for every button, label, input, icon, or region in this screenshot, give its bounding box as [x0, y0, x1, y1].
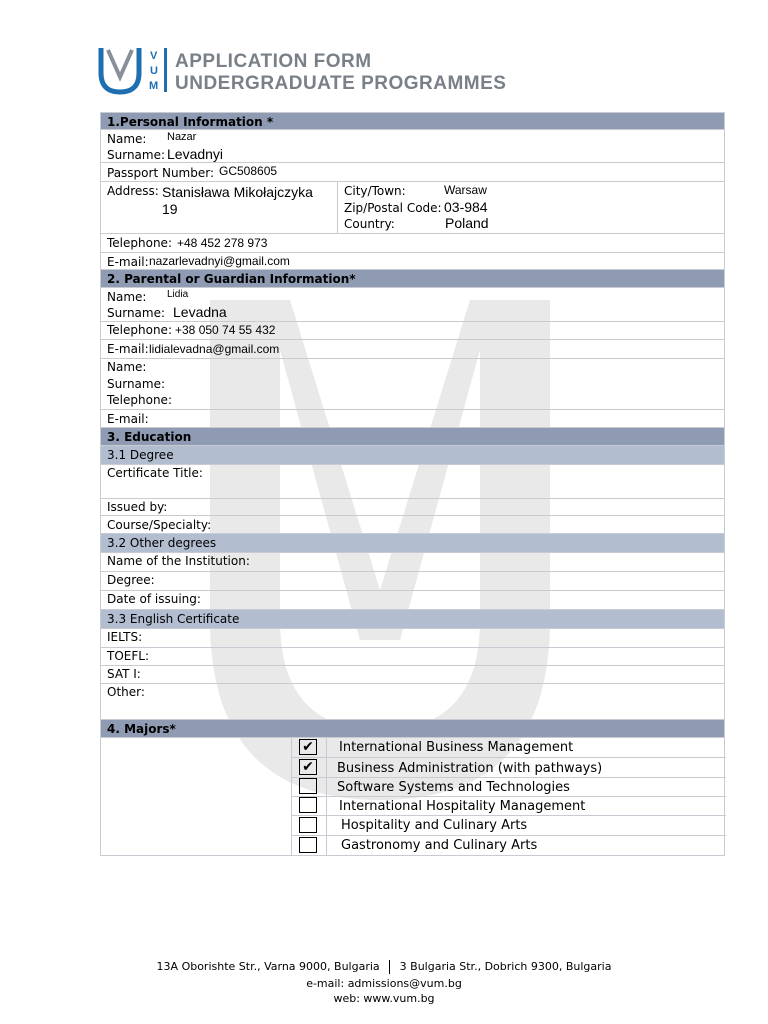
address-value-line2[interactable]: 19	[162, 201, 178, 217]
surname-value[interactable]: Levadnyi	[167, 146, 224, 162]
major-label-ba: Business Administration (with pathways)	[337, 761, 603, 776]
passport-row	[100, 163, 725, 182]
major-checkbox-gca[interactable]	[299, 837, 317, 853]
parent2-name-label: Name:	[107, 360, 147, 374]
form-title: APPLICATION FORM	[175, 51, 372, 72]
course-row	[100, 516, 725, 534]
section-parent-header: 2. Parental or Guardian Information*	[100, 270, 725, 288]
parent2-email-label: E-mail:	[107, 412, 149, 426]
major-checkbox-hca[interactable]	[299, 817, 317, 833]
major-checkbox-sst[interactable]	[299, 778, 317, 794]
form-subtitle: UNDERGRADUATE PROGRAMMES	[175, 73, 507, 94]
majors-line-1	[291, 757, 726, 758]
footer-divider	[389, 960, 390, 974]
parent-email-label: E-mail:	[107, 342, 149, 356]
name-label: Name:	[107, 132, 147, 146]
major-label-hca: Hospitality and Culinary Arts	[341, 818, 528, 833]
degree-subheader: 3.1 Degree	[100, 446, 725, 465]
footer-email: e-mail: admissions@vum.bg	[306, 977, 462, 990]
parent2-email-row	[100, 410, 725, 428]
parent2-block	[100, 359, 725, 410]
date-label: Date of issuing:	[107, 592, 201, 606]
major-label-ihm: International Hospitality Management	[339, 799, 586, 814]
footer-address-dobrich: 3 Bulgaria Str., Dobrich 9300, Bulgaria	[399, 960, 612, 973]
certificate-label: Certificate Title:	[107, 466, 203, 480]
major-label-sst: Software Systems and Technologies	[337, 780, 570, 795]
issued-row	[100, 499, 725, 516]
section-majors-header: 4. Majors*	[100, 720, 725, 738]
email-row	[100, 253, 725, 270]
majors-line-5	[291, 835, 726, 836]
other-degrees-subheader: 3.2 Other degrees	[100, 534, 725, 553]
telephone-label: Telephone:	[107, 236, 172, 250]
email-label: E-mail:	[107, 255, 149, 269]
telephone-value[interactable]: +48 452 278 973	[177, 236, 268, 250]
parent2-surname-label: Surname:	[107, 377, 166, 391]
passport-label: Passport Number:	[107, 166, 215, 180]
city-label: City/Town:	[344, 184, 406, 198]
issued-label: Issued by:	[107, 500, 168, 514]
parent-email-row	[100, 340, 725, 359]
parent-name-value[interactable]: Lidia	[167, 289, 189, 300]
institution-row	[100, 553, 725, 572]
other-cert-row	[100, 684, 725, 720]
majors-line-4	[291, 815, 726, 816]
svg-text:U: U	[150, 65, 158, 77]
degree-label: Degree:	[107, 573, 155, 587]
other-cert-label: Other:	[107, 685, 145, 699]
svg-text:M: M	[149, 80, 159, 92]
footer-address-varna: 13A Oborishte Str., Varna 9000, Bulgaria	[156, 960, 380, 973]
degree-row	[100, 572, 725, 591]
country-label: Country:	[344, 217, 395, 231]
parent-surname-value[interactable]: Levadna	[173, 304, 227, 320]
major-label-ibm: International Business Management	[339, 740, 574, 755]
address-row	[100, 182, 725, 234]
parent-surname-label: Surname:	[107, 306, 166, 320]
institution-label: Name of the Institution:	[107, 554, 250, 568]
name-surname-row	[100, 130, 725, 163]
surname-label: Surname:	[107, 148, 166, 162]
address-value-line1[interactable]: Stanisława Mikołajczyka	[162, 184, 313, 200]
course-label: Course/Specialty:	[107, 518, 212, 532]
city-value[interactable]: Warsaw	[444, 183, 487, 197]
ielts-label: IELTS:	[107, 630, 143, 644]
sat-row	[100, 666, 725, 684]
footer-web: web: www.vum.bg	[333, 992, 435, 1005]
parent-telephone-row	[100, 322, 725, 340]
major-checkbox-ibm[interactable]: ✔	[299, 739, 317, 755]
section-personal-header: 1.Personal Information *	[100, 112, 725, 130]
svg-text:V: V	[150, 50, 158, 62]
major-checkbox-ba[interactable]: ✔	[299, 759, 317, 775]
majors-line-2	[291, 777, 726, 778]
parent2-telephone-label: Telephone:	[107, 393, 172, 407]
toefl-label: TOEFL:	[107, 649, 149, 663]
parent-email-value[interactable]: lidialevadna@gmail.com	[149, 342, 280, 356]
application-form	[100, 112, 725, 856]
majors-line-3	[291, 796, 726, 797]
english-subheader: 3.3 English Certificate	[100, 610, 725, 629]
address-label: Address:	[107, 184, 159, 198]
toefl-row	[100, 648, 725, 666]
telephone-row	[100, 234, 725, 253]
name-value[interactable]: Nazar	[167, 131, 197, 143]
major-checkbox-ihm[interactable]	[299, 797, 317, 813]
parent-name-row	[100, 288, 725, 322]
parent-telephone-label: Telephone:	[107, 323, 172, 337]
date-row	[100, 591, 725, 610]
zip-label: Zip/Postal Code:	[344, 201, 442, 215]
parent-name-label: Name:	[107, 290, 147, 304]
address-divider	[337, 182, 338, 233]
majors-block	[100, 738, 725, 856]
parent-telephone-value[interactable]: +38 050 74 55 432	[175, 323, 276, 337]
section-education-header: 3. Education	[100, 428, 725, 446]
country-value[interactable]: Poland	[445, 215, 489, 231]
passport-value[interactable]: GC508605	[219, 164, 278, 178]
vum-logo	[98, 45, 168, 95]
footer-addresses	[0, 960, 768, 974]
major-label-gca: Gastronomy and Culinary Arts	[341, 838, 538, 853]
ielts-row	[100, 629, 725, 648]
email-value[interactable]: nazarlevadnyi@gmail.com	[149, 254, 290, 268]
sat-label: SAT I:	[107, 667, 141, 681]
zip-value[interactable]: 03-984	[444, 199, 488, 215]
certificate-row	[100, 465, 725, 499]
